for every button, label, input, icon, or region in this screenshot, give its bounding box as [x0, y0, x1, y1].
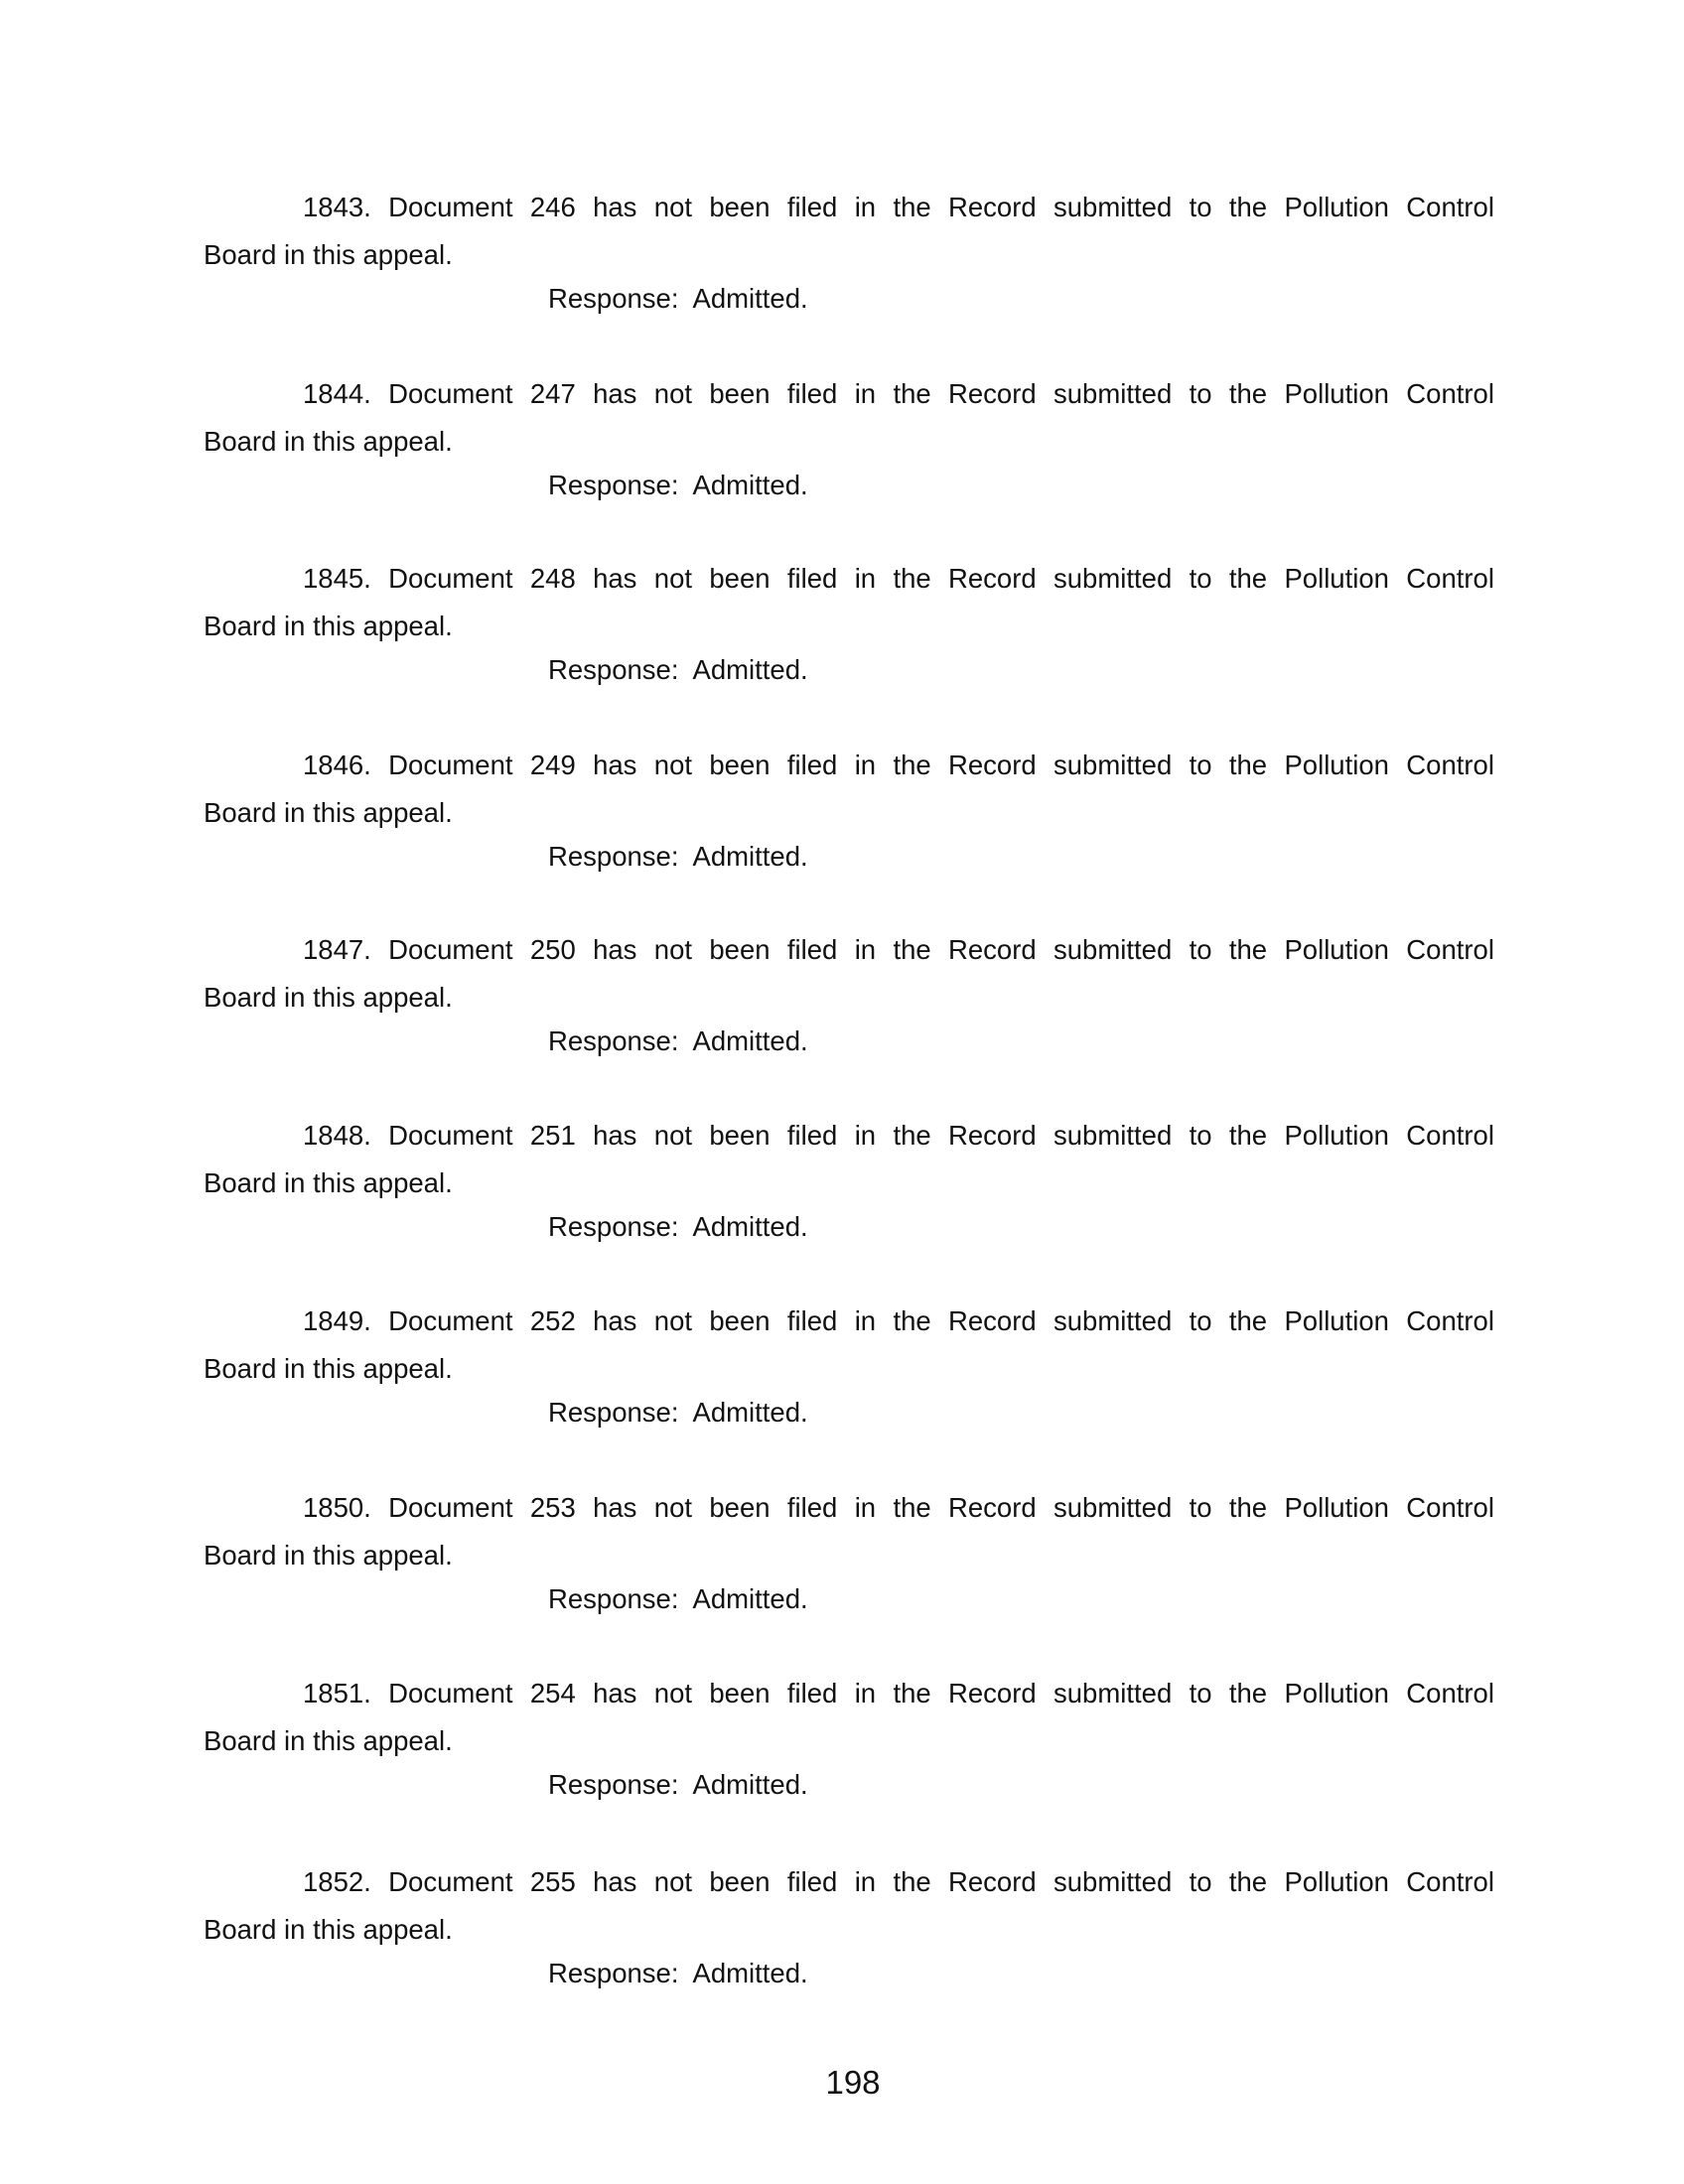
paragraph-word: submitted: [1053, 1120, 1173, 1151]
paragraph-word: been: [709, 378, 771, 409]
paragraph-word: Document: [388, 1305, 513, 1336]
paragraph-first-line: [204, 1304, 1494, 1338]
paragraph-word: the: [1228, 1678, 1268, 1708]
paragraph-word: been: [709, 1678, 771, 1708]
paragraph-word: 248: [529, 563, 576, 594]
response-value: Admitted.: [692, 470, 808, 500]
paragraph-word: Pollution: [1284, 1866, 1389, 1897]
paragraph-word: submitted: [1053, 934, 1173, 965]
paragraph-word: to: [1189, 1866, 1212, 1897]
response-label: Response:: [548, 1958, 679, 1988]
paragraph-word: Control: [1406, 1678, 1494, 1708]
paragraph-word: Pollution: [1284, 750, 1389, 780]
paragraph-second-line: Board in this appeal.: [204, 982, 453, 1013]
paragraph-word: not: [653, 1305, 693, 1336]
paragraph-word: the: [1228, 378, 1268, 409]
paragraph-word: filed: [786, 1305, 838, 1336]
paragraph-number: 1844.: [303, 378, 371, 409]
paragraph-word: submitted: [1053, 1305, 1173, 1336]
paragraph-word: submitted: [1053, 378, 1173, 409]
paragraph-word: to: [1189, 934, 1212, 965]
paragraph-word: to: [1189, 1678, 1212, 1708]
response-label: Response:: [548, 1769, 679, 1800]
paragraph-number: 1849.: [303, 1305, 371, 1336]
paragraph-number: 1845.: [303, 563, 371, 594]
paragraph-word: Pollution: [1284, 1492, 1389, 1523]
paragraph-word: not: [653, 378, 693, 409]
paragraph-word: filed: [786, 1866, 838, 1897]
paragraph-word: has: [593, 934, 637, 965]
paragraph-word: the: [1228, 563, 1268, 594]
paragraph-word: in: [854, 1678, 877, 1708]
paragraph-word: Record: [948, 563, 1037, 594]
paragraph-word: the: [893, 750, 931, 780]
paragraph-word: to: [1189, 563, 1212, 594]
paragraph-second-line: Board in this appeal.: [204, 1353, 453, 1384]
paragraph-second-line: Board in this appeal.: [204, 1167, 453, 1198]
response-label: Response:: [548, 470, 679, 500]
response-line: [548, 1582, 808, 1616]
paragraph-word: in: [854, 192, 877, 222]
response-label: Response:: [548, 283, 679, 314]
response-value: Admitted.: [692, 1211, 808, 1242]
response-label: Response:: [548, 841, 679, 872]
numbered-paragraph: [204, 1677, 1494, 1826]
response-value: Admitted.: [692, 1025, 808, 1056]
paragraph-word: been: [709, 563, 771, 594]
paragraph-word: in: [854, 1120, 877, 1151]
numbered-paragraph: [204, 1304, 1494, 1453]
paragraph-word: not: [653, 192, 693, 222]
paragraph-second-line: Board in this appeal.: [204, 1914, 453, 1945]
paragraph-word: Pollution: [1284, 378, 1389, 409]
response-value: Admitted.: [692, 1769, 808, 1800]
paragraph-word: submitted: [1053, 1492, 1173, 1523]
paragraph-word: in: [854, 750, 877, 780]
paragraph-first-line: [204, 377, 1494, 411]
paragraph-word: has: [593, 1492, 637, 1523]
paragraph-number: 1850.: [303, 1492, 371, 1523]
paragraph-word: submitted: [1053, 192, 1173, 222]
paragraph-word: Record: [948, 1492, 1037, 1523]
paragraph-word: submitted: [1053, 1678, 1173, 1708]
numbered-paragraph: [204, 1865, 1494, 2014]
paragraph-word: has: [593, 1120, 637, 1151]
paragraph-first-line: [204, 562, 1494, 596]
paragraph-word: the: [893, 1120, 931, 1151]
paragraph-word: not: [653, 1492, 693, 1523]
paragraph-word: filed: [786, 1492, 838, 1523]
paragraph-word: has: [593, 563, 637, 594]
paragraph-word: in: [854, 1305, 877, 1336]
paragraph-number: 1852.: [303, 1866, 371, 1897]
paragraph-word: been: [709, 750, 771, 780]
paragraph-word: not: [653, 934, 693, 965]
paragraph-word: Pollution: [1284, 1120, 1389, 1151]
paragraph-word: has: [593, 1678, 637, 1708]
paragraph-number: 1846.: [303, 750, 371, 780]
paragraph-word: Control: [1406, 192, 1494, 222]
paragraph-word: 246: [529, 192, 576, 222]
paragraph-word: the: [893, 192, 931, 222]
paragraph-second-line: Board in this appeal.: [204, 239, 453, 270]
paragraph-word: 252: [529, 1305, 576, 1336]
paragraph-word: the: [893, 934, 931, 965]
paragraph-word: 254: [529, 1678, 576, 1708]
response-label: Response:: [548, 1025, 679, 1056]
paragraph-word: Pollution: [1284, 1678, 1389, 1708]
paragraph-first-line: [204, 749, 1494, 782]
paragraph-word: to: [1189, 378, 1212, 409]
paragraph-word: filed: [786, 1120, 838, 1151]
numbered-paragraph: [204, 191, 1494, 340]
numbered-paragraph: [204, 1491, 1494, 1640]
paragraph-word: Record: [948, 1120, 1037, 1151]
paragraph-word: in: [854, 378, 877, 409]
response-label: Response:: [548, 1397, 679, 1428]
response-line: [548, 1957, 808, 1990]
paragraph-word: to: [1189, 192, 1212, 222]
response-value: Admitted.: [692, 841, 808, 872]
paragraph-word: to: [1189, 1305, 1212, 1336]
paragraph-word: Pollution: [1284, 563, 1389, 594]
paragraph-word: Control: [1406, 750, 1494, 780]
paragraph-word: filed: [786, 934, 838, 965]
paragraph-word: filed: [786, 563, 838, 594]
response-line: [548, 1396, 808, 1430]
paragraph-word: the: [1228, 1866, 1268, 1897]
paragraph-number: 1847.: [303, 934, 371, 965]
response-value: Admitted.: [692, 1958, 808, 1988]
paragraph-word: Control: [1406, 563, 1494, 594]
paragraph-word: the: [893, 1305, 931, 1336]
paragraph-word: the: [893, 1492, 931, 1523]
paragraph-word: the: [893, 1866, 931, 1897]
paragraph-first-line: [204, 191, 1494, 224]
paragraph-word: Record: [948, 378, 1037, 409]
paragraph-word: been: [709, 1492, 771, 1523]
paragraph-word: not: [653, 563, 693, 594]
response-label: Response:: [548, 1583, 679, 1614]
paragraph-word: has: [593, 378, 637, 409]
response-value: Admitted.: [692, 1397, 808, 1428]
response-label: Response:: [548, 654, 679, 685]
paragraph-word: Document: [388, 378, 513, 409]
paragraph-second-line: Board in this appeal.: [204, 1540, 453, 1570]
paragraph-word: Record: [948, 1678, 1037, 1708]
paragraph-word: Pollution: [1284, 192, 1389, 222]
paragraph-word: been: [709, 1866, 771, 1897]
paragraph-word: been: [709, 1305, 771, 1336]
paragraph-word: the: [1228, 1305, 1268, 1336]
paragraph-word: in: [854, 1866, 877, 1897]
paragraph-word: the: [893, 563, 931, 594]
paragraph-word: not: [653, 750, 693, 780]
paragraph-word: has: [593, 750, 637, 780]
response-line: [548, 1210, 808, 1244]
paragraph-word: filed: [786, 378, 838, 409]
paragraph-word: not: [653, 1678, 693, 1708]
paragraph-second-line: Board in this appeal.: [204, 797, 453, 828]
paragraph-word: 250: [529, 934, 576, 965]
paragraph-word: submitted: [1053, 750, 1173, 780]
page-number: 198: [825, 2064, 881, 2101]
paragraph-second-line: Board in this appeal.: [204, 611, 453, 641]
paragraph-word: the: [1228, 1492, 1268, 1523]
paragraph-word: the: [893, 1678, 931, 1708]
response-label: Response:: [548, 1211, 679, 1242]
paragraph-second-line: Board in this appeal.: [204, 426, 453, 457]
paragraph-word: Control: [1406, 934, 1494, 965]
paragraph-word: Control: [1406, 1120, 1494, 1151]
paragraph-word: the: [1228, 934, 1268, 965]
paragraph-word: Record: [948, 934, 1037, 965]
numbered-paragraph: [204, 1119, 1494, 1268]
paragraph-first-line: [204, 1119, 1494, 1153]
paragraph-second-line: Board in this appeal.: [204, 1725, 453, 1756]
paragraph-number: 1848.: [303, 1120, 371, 1151]
paragraph-word: been: [709, 1120, 771, 1151]
paragraph-word: Pollution: [1284, 934, 1389, 965]
paragraph-word: 253: [529, 1492, 576, 1523]
paragraph-word: Document: [388, 750, 513, 780]
paragraph-number: 1843.: [303, 192, 371, 222]
paragraph-word: Control: [1406, 1492, 1494, 1523]
paragraph-word: Document: [388, 1120, 513, 1151]
paragraph-word: been: [709, 192, 771, 222]
paragraph-word: Document: [388, 192, 513, 222]
paragraph-word: Document: [388, 1678, 513, 1708]
response-line: [548, 653, 808, 687]
paragraph-word: the: [893, 378, 931, 409]
paragraph-word: 255: [529, 1866, 576, 1897]
paragraph-word: has: [593, 192, 637, 222]
numbered-paragraph: [204, 933, 1494, 1082]
numbered-paragraph: [204, 749, 1494, 897]
paragraph-word: 247: [529, 378, 576, 409]
response-value: Admitted.: [692, 283, 808, 314]
paragraph-word: the: [1228, 192, 1268, 222]
paragraph-word: Control: [1406, 378, 1494, 409]
paragraph-word: 249: [529, 750, 576, 780]
paragraph-word: Control: [1406, 1305, 1494, 1336]
paragraph-word: Record: [948, 192, 1037, 222]
response-line: [548, 469, 808, 502]
paragraph-word: in: [854, 934, 877, 965]
paragraph-word: to: [1189, 1492, 1212, 1523]
paragraph-word: not: [653, 1866, 693, 1897]
paragraph-word: Document: [388, 1866, 513, 1897]
paragraph-word: Record: [948, 1866, 1037, 1897]
paragraph-word: Document: [388, 1492, 513, 1523]
paragraph-first-line: [204, 1491, 1494, 1525]
numbered-paragraph: [204, 562, 1494, 711]
paragraph-word: 251: [529, 1120, 576, 1151]
paragraph-word: Control: [1406, 1866, 1494, 1897]
paragraph-word: the: [1228, 1120, 1268, 1151]
paragraph-word: Document: [388, 563, 513, 594]
paragraph-number: 1851.: [303, 1678, 371, 1708]
paragraph-word: not: [653, 1120, 693, 1151]
paragraph-word: filed: [786, 192, 838, 222]
paragraph-word: has: [593, 1866, 637, 1897]
paragraph-word: to: [1189, 750, 1212, 780]
paragraph-word: filed: [786, 1678, 838, 1708]
numbered-paragraph: [204, 377, 1494, 526]
response-line: [548, 1024, 808, 1058]
paragraph-word: to: [1189, 1120, 1212, 1151]
paragraph-first-line: [204, 933, 1494, 967]
paragraph-word: Record: [948, 1305, 1037, 1336]
paragraph-first-line: [204, 1677, 1494, 1710]
paragraph-word: been: [709, 934, 771, 965]
paragraph-word: submitted: [1053, 1866, 1173, 1897]
paragraph-word: has: [593, 1305, 637, 1336]
response-value: Admitted.: [692, 1583, 808, 1614]
paragraph-word: Document: [388, 934, 513, 965]
paragraph-word: in: [854, 563, 877, 594]
paragraph-word: Record: [948, 750, 1037, 780]
response-line: [548, 282, 808, 316]
paragraph-word: submitted: [1053, 563, 1173, 594]
paragraph-word: in: [854, 1492, 877, 1523]
paragraph-word: Pollution: [1284, 1305, 1389, 1336]
response-line: [548, 840, 808, 874]
response-line: [548, 1768, 808, 1802]
paragraph-word: filed: [786, 750, 838, 780]
paragraph-first-line: [204, 1865, 1494, 1899]
response-value: Admitted.: [692, 654, 808, 685]
paragraph-word: the: [1228, 750, 1268, 780]
